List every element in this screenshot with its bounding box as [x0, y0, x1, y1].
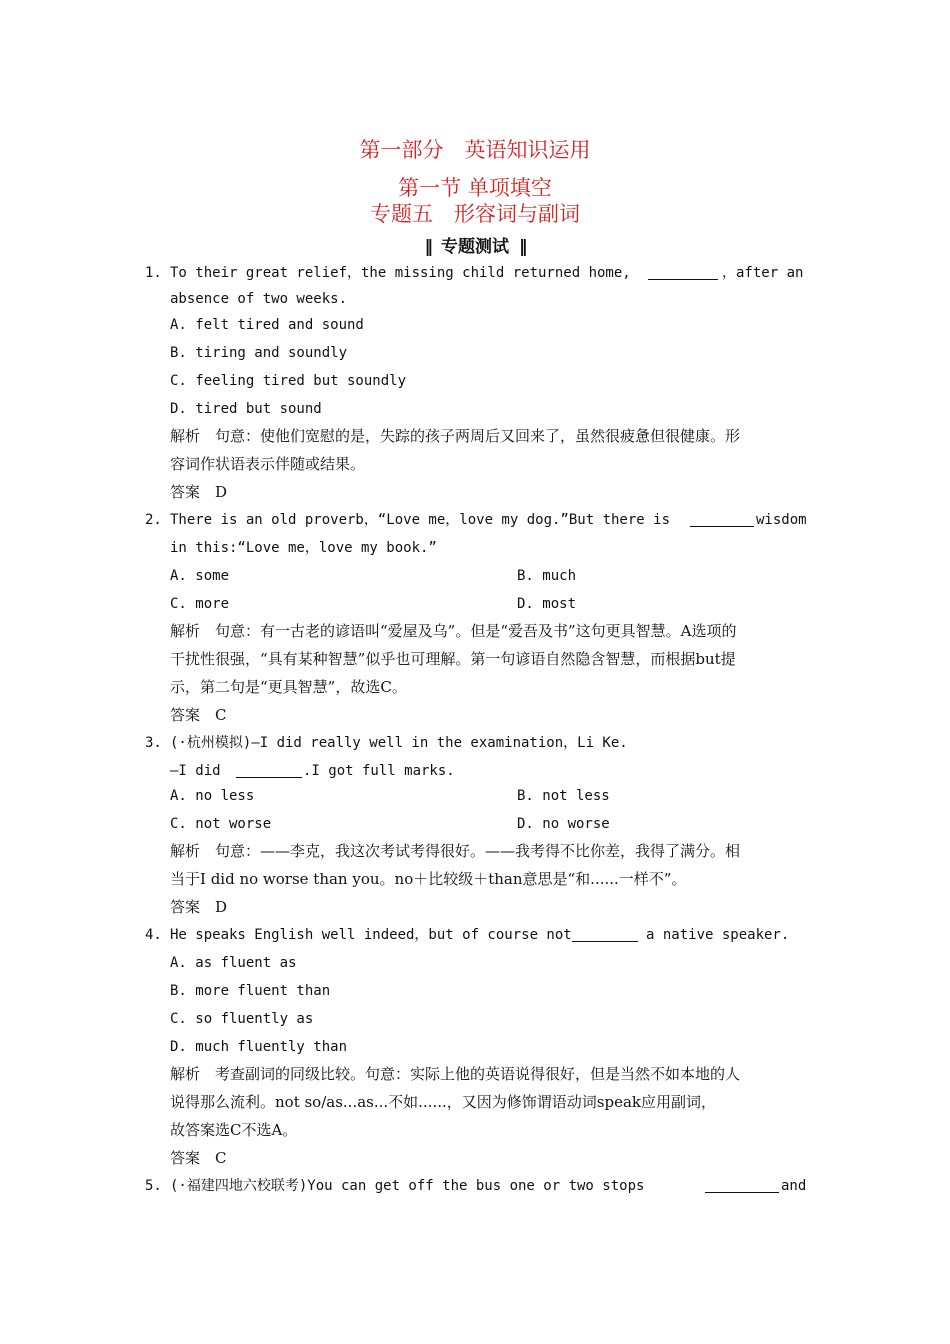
- option-d: D. tired but sound: [170, 401, 322, 417]
- answer-blank: [705, 1179, 779, 1193]
- option-a: A. felt tired and sound: [170, 317, 364, 333]
- section-banner: [0, 232, 950, 257]
- question-stem: .I got full marks.: [303, 763, 455, 779]
- section-title: 第一节 单项填空: [398, 176, 552, 200]
- topic-title: 专题五 形容词与副词: [370, 202, 580, 226]
- question-number: 5.: [145, 1178, 162, 1194]
- answer-line: 答案 D: [170, 898, 228, 916]
- answer-blank: [690, 513, 754, 527]
- option-c: C. feeling tired but soundly: [170, 373, 407, 389]
- option-c: C. so fluently as: [170, 1011, 314, 1027]
- question-stem: wisdom: [756, 512, 807, 528]
- question-stem: a native speaker.: [646, 927, 790, 943]
- analysis-line: 示，第二句是“更具智慧”，故选C。: [170, 678, 407, 696]
- answer-line: 答案 D: [170, 483, 228, 501]
- question-number: 1.: [145, 265, 162, 281]
- answer-line: 答案 C: [170, 1149, 227, 1167]
- analysis-line: 解析 考查副词的同级比较。句意：实际上他的英语说得很好，但是当然不如本地的人: [170, 1065, 741, 1083]
- answer-blank: [236, 764, 302, 778]
- question-stem: He speaks English well indeed，but of course not: [170, 927, 572, 943]
- part-title: 第一部分 英语知识运用: [359, 138, 591, 162]
- question-stem: There is an old proverb，“Love me，love my dog.”But there is: [170, 512, 671, 528]
- analysis-line: 当于I did no worse than you。no＋比较级＋than意思是“和......一样不”。: [170, 870, 687, 888]
- question-number: 3.: [145, 735, 162, 751]
- option-a: A. some: [170, 568, 230, 584]
- banner-bar-right: ‖: [519, 237, 526, 257]
- question-stem: (·福建四地六校联考)You can get off the bus one or two stops: [170, 1178, 645, 1194]
- analysis-line: 解析 句意：——李克，我这次考试考得很好。——我考得不比你差，我得了满分。相: [170, 842, 741, 860]
- option-b: B. not less: [517, 788, 610, 804]
- question-stem: —I did: [170, 763, 221, 779]
- analysis-line: 解析 句意：使他们宽慰的是，失踪的孩子两周后又回来了，虽然很疲惫但很健康。形: [170, 427, 741, 445]
- analysis-line: 说得那么流利。not so/as...as...不如......，又因为修饰谓语动词speak应用副词，: [170, 1093, 716, 1111]
- option-c: C. not worse: [170, 816, 272, 832]
- analysis-line: 容词作状语表示伴随或结果。: [170, 455, 366, 473]
- answer-line: 答案 C: [170, 706, 227, 724]
- option-c: C. more: [170, 596, 230, 612]
- option-a: A. no less: [170, 788, 255, 804]
- analysis-line: 干扰性很强，“具有某种智慧”似乎也可理解。第一句谚语自然隐含智慧，而根据but提: [170, 650, 736, 668]
- question-number: 2.: [145, 512, 162, 528]
- analysis-line: 解析 句意：有一古老的谚语叫“爱屋及乌”。但是“爱吾及书”这句更具智慧。A选项的: [170, 622, 737, 640]
- option-a: A. as fluent as: [170, 955, 297, 971]
- answer-blank: [572, 928, 638, 942]
- banner-bar-left: ‖: [424, 237, 431, 257]
- question-stem: ，after an: [722, 265, 804, 281]
- question-number: 4.: [145, 927, 162, 943]
- banner-text: 专题测试: [441, 237, 509, 257]
- option-d: D. most: [517, 596, 577, 612]
- option-d: D. much fluently than: [170, 1039, 348, 1055]
- question-stem: absence of two weeks.: [170, 291, 348, 307]
- option-d: D. no worse: [517, 816, 610, 832]
- option-b: B. much: [517, 568, 577, 584]
- question-stem: and: [781, 1178, 807, 1194]
- question-stem: (·杭州模拟)—I did really well in the examination，Li Ke.: [170, 735, 628, 751]
- option-b: B. more fluent than: [170, 983, 331, 999]
- question-stem: in this:“Love me，love my book.”: [170, 540, 437, 556]
- answer-blank: [648, 266, 718, 280]
- question-stem: To their great relief，the missing child returned home,: [170, 265, 631, 281]
- analysis-line: 故答案选C不选A。: [170, 1121, 298, 1139]
- option-b: B. tiring and soundly: [170, 345, 348, 361]
